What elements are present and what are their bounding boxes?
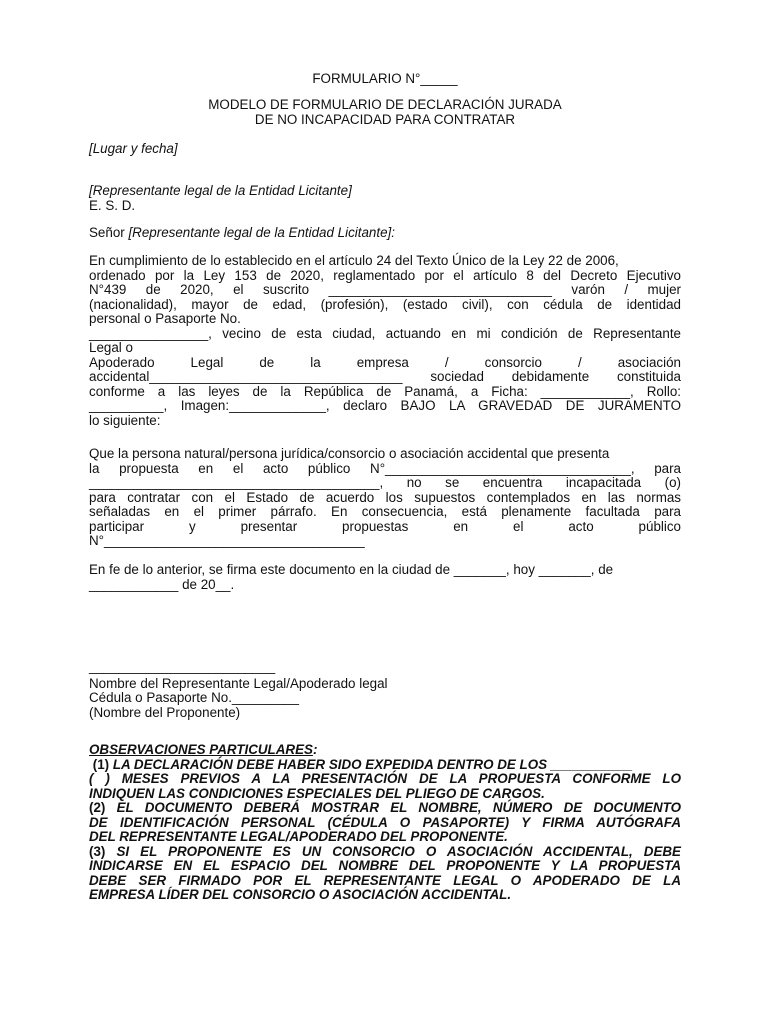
observations-section xyxy=(89,743,681,903)
paragraph-line: la propuesta en el acto público N°_________________________________, para xyxy=(89,460,681,476)
paragraph-line: En fe de lo anterior, se firma este documento en la ciudad de _______, hoy _______, de xyxy=(89,562,614,577)
signature-line: _________________________ xyxy=(89,659,276,674)
paragraph-line: Legal o xyxy=(89,340,133,355)
signature-block xyxy=(89,660,681,720)
salutation xyxy=(89,226,681,241)
salutation-prefix: Señor xyxy=(89,225,129,240)
observations-title: OBSERVACIONES PARTICULARES: xyxy=(89,742,318,757)
paragraph-line: para contratar con el Estado de acuerdo los supuestos contemplados en las normas xyxy=(89,489,681,505)
paragraph-line: ____________ de 20__. xyxy=(89,576,235,592)
paragraph-line: N°439 de 2020, el suscrito ______________________________ varón / mujer xyxy=(89,282,681,297)
observation-3-line: EMPRESA LÍDER DEL CONSORCIO O ASOCIACIÓN ACCIDENTAL. xyxy=(89,887,512,902)
paragraph-line: señaladas en el primer párrafo. En consecuencia, está plenamente facultada para xyxy=(89,504,681,519)
place-date: [Lugar y fecha] xyxy=(89,141,178,156)
paragraph-line: participar y presentar propuestas en el acto público xyxy=(89,518,681,534)
paragraph-line: accidental__________________________________ sociedad debidamente constituida xyxy=(89,369,681,384)
signing-paragraph xyxy=(89,563,681,592)
document-title xyxy=(89,98,681,127)
paragraph-line: ________________, vecino de esta ciudad, actuando en mi condición de Representante xyxy=(89,325,681,341)
observation-1-line: (1) LA DECLARACIÓN DEBE HABER SIDO EXPEDIDA DENTRO DE LOS ___________ xyxy=(92,756,633,772)
intro-paragraph xyxy=(89,254,681,428)
observation-2-line: DE IDENTIFICACIÓN PERSONAL (CÉDULA O PASAPORTE) Y FIRMA AUTÓGRAFA xyxy=(89,814,681,830)
paragraph-line: conforme a las leyes de la República de Panamá, a Ficha: ____________, Rollo: xyxy=(89,383,681,399)
proponent-name: (Nombre del Proponente) xyxy=(89,704,241,720)
paragraph-line: __________, Imagen:_____________, declaro BAJO LA GRAVEDAD DE JURAMENTO xyxy=(89,398,681,413)
paragraph-line: N°___________________________________ xyxy=(89,533,365,548)
title-line: DE NO INCAPACIDAD PARA CONTRATAR xyxy=(254,111,516,127)
paragraph-line: _______________________________________, no se encuentra incapacitada (o) xyxy=(89,475,681,490)
salutation-name: [Representante legal de la Entidad Licitante]: xyxy=(128,225,395,240)
paragraph-line: Que la persona natural/persona jurídica/consorcio o asociación accidental que presenta xyxy=(89,446,610,461)
paragraph-line: personal o Pasaporte No. xyxy=(89,311,241,326)
observation-2-line: (2) EL DOCUMENTO DEBERÁ MOSTRAR EL NOMBRE, NÚMERO DE DOCUMENTO xyxy=(89,800,681,815)
paragraph-line: En cumplimiento de lo establecido en el artículo 24 del Texto Único de la Ley 22 de 2006, xyxy=(89,253,619,268)
paragraph-line: (nacionalidad), mayor de edad, (profesión), (estado civil), con cédula de identidad xyxy=(89,296,681,312)
recipient-name: [Representante legal de la Entidad Licitante] xyxy=(89,183,352,198)
title-line: MODELO DE FORMULARIO DE DECLARACIÓN JURADA xyxy=(208,97,562,112)
form-number: FORMULARIO N°_____ xyxy=(312,71,458,86)
paragraph-line: ordenado por la Ley 153 de 2020, reglamentado por el artículo 8 del Decreto Ejecutivo xyxy=(89,267,681,283)
paragraph-line: Apoderado Legal de la empresa / consorcio / asociación xyxy=(89,354,681,370)
recipient-block xyxy=(89,184,681,213)
observation-1-line: ( ) MESES PREVIOS A LA PRESENTACIÓN DE LA PROPUESTA CONFORME LO xyxy=(89,771,681,786)
observation-1-line: INDIQUEN LAS CONDICIONES ESPECIALES DEL PLIEGO DE CARGOS. xyxy=(89,785,545,801)
observation-2-line: DEL REPRESENTANTE LEGAL/APODERADO DEL PROPONENTE. xyxy=(89,829,508,844)
signatory-name: Nombre del Representante Legal/Apoderado legal xyxy=(89,675,388,691)
observation-3-line: (3) SI EL PROPONENTE ES UN CONSORCIO O ASOCIACIÓN ACCIDENTAL, DEBE xyxy=(89,843,681,859)
declaration-paragraph xyxy=(89,447,681,549)
paragraph-line: lo siguiente: xyxy=(89,412,161,428)
observation-3-line: INDICARSE EN EL ESPACIO DEL NOMBRE DEL PROPONENTE Y LA PROPUESTA xyxy=(89,858,681,873)
recipient-esd: E. S. D. xyxy=(89,197,136,213)
observation-3-line: DEBE SER FIRMADO POR EL REPRESENTANTE LEGAL O APODERADO DE LA xyxy=(89,872,681,888)
signatory-id: Cédula o Pasaporte No._________ xyxy=(89,690,299,705)
